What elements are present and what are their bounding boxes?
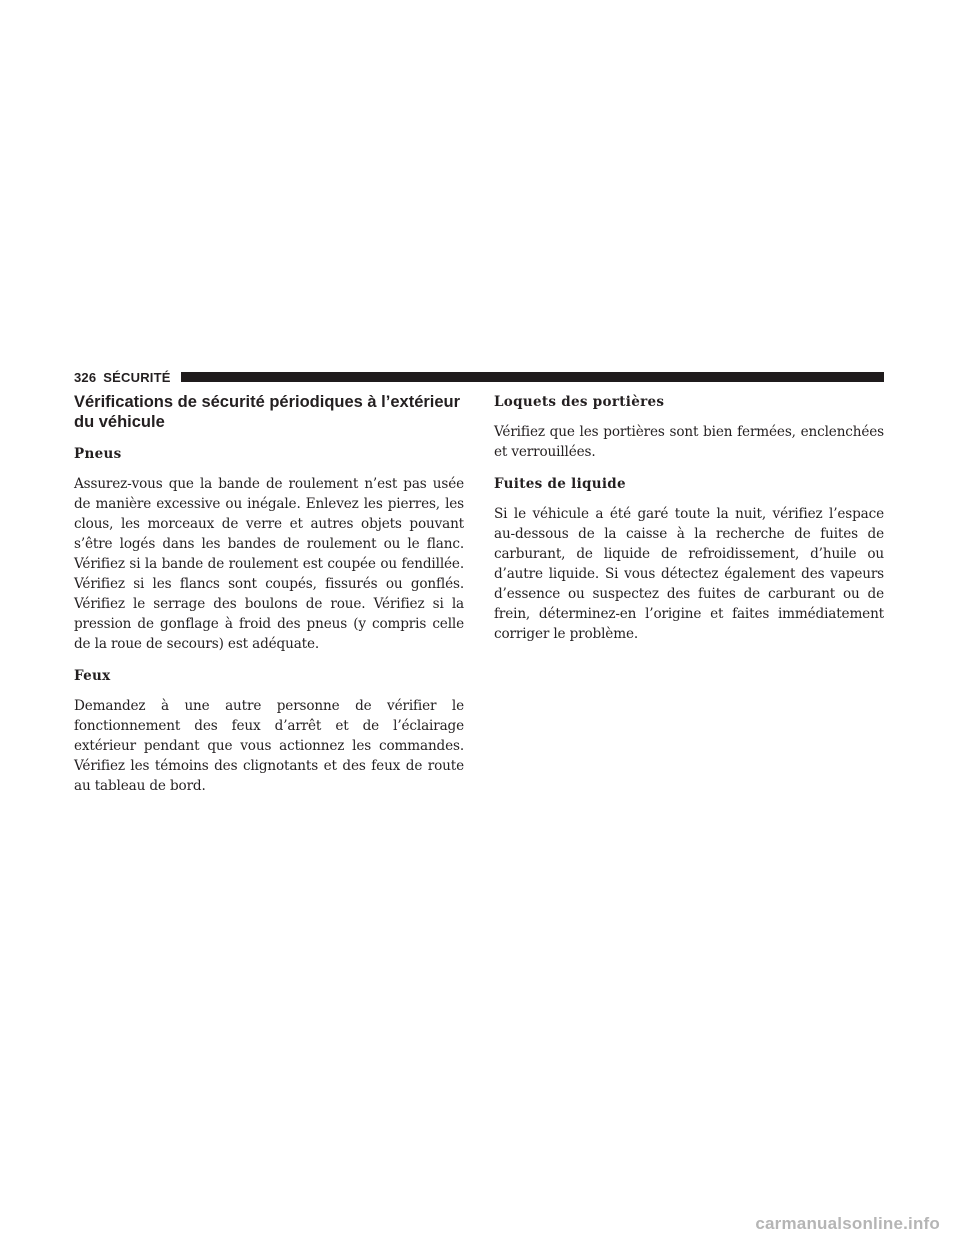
door-latches-heading: Loquets des portières <box>494 394 665 410</box>
fluid-leaks-heading: Fuites de liquide <box>494 476 626 492</box>
fluid-leaks-paragraph: Si le véhicule a été garé toute la nuit, vérifiez l’espace au-dessous de la caisse à la recherche de fuites de carburant, de liquide de refroidissement, d’huile ou d’autre liquide. Si vous détectez également des vapeurs d’essence ou suspectez des fuites de carburant ou de frein, déterminez-en l’origine et faites immédiatement corriger le problème. <box>494 506 884 642</box>
tires-paragraph: Assurez-vous que la bande de roulement n’est pas usée de manière excessive ou inégale. Enlevez les pierres, les clous, les morceaux de verre et autres objets pouvant s’être logés dans les bandes de roulement ou le flanc. Vérifiez si la bande de roulement est coupée ou fendillée. Vérifiez si les flancs sont coupés, fissurés ou gonflés. Vérifiez le serrage des boulons de roue. Vérifiez si la pression de gonflage à froid des pneus (y compris celle de la roue de secours) est adéquate. <box>74 476 464 652</box>
header-rule <box>181 372 884 382</box>
lights-paragraph: Demandez à une autre personne de vérifier le fonctionnement des feux d’arrêt et de l’éclairage extérieur pendant que vous actionnez les commandes. Vérifiez les témoins des clignotants et des feux de route au tableau de bord. <box>74 698 464 794</box>
section-heading: Vérifications de sécurité périodiques à l’extérieur du véhicule <box>74 393 461 431</box>
tires-heading: Pneus <box>74 446 122 462</box>
left-column <box>74 392 464 808</box>
lights-heading: Feux <box>74 668 111 684</box>
page-number: 326 <box>74 369 97 385</box>
right-column <box>494 392 884 656</box>
door-latches-paragraph: Vérifiez que les portières sont bien fermées, enclenchées et verrouillées. <box>494 424 884 460</box>
watermark-logo: carmanualsonline.info <box>755 1214 940 1233</box>
section-title: SÉCURITÉ <box>103 369 171 385</box>
page-header <box>74 369 884 385</box>
